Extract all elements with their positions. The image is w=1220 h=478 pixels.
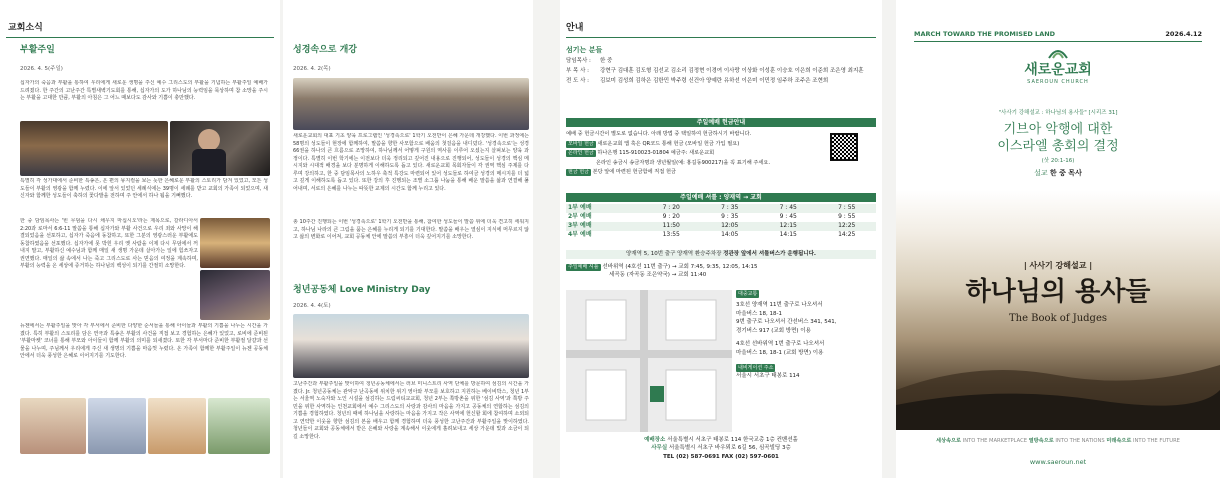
shuttle-row [566, 204, 876, 213]
preacher-label: 설교 [1034, 169, 1048, 177]
series-label: | 사사기 강해설교 | [1023, 261, 1093, 270]
footer-text: 서울특별시 서초구 바우뫼로 6길 56, 심곡빌딩 3층 [668, 445, 791, 452]
footer-text: 서울특별시 서초구 태봉로 114 한국교총 1층 컨벤션홀 [667, 437, 798, 443]
offering-row [566, 141, 828, 149]
mission-ko: 열방속으로 [1028, 438, 1054, 444]
sermon-title [896, 122, 1220, 156]
transit-line: 3호선 양재역 11번 출구로 나오셔서 [736, 301, 823, 308]
mission-ko: 미래속으로 [1106, 438, 1132, 444]
article-body: 고난주간과 부활주일을 맞이하여 청년공동체에서는 러브 미니스트리 사역 단체를 방문하여 섬김의 시간을 가졌다. Jr. 청년공동체는 관악구 난곡동에 위치한 위기 영아와 부모를 보호하고 지원하는 베이비박스, 청년 1부는 서울역 노숙자와 노인 시설을 섬김하는 드림씨티교교회, 청년 2부는 쪽방촌을 위한 '섬김 사역'과 쪽방 주민을 위한 사역하는 인천교회에서 예수 그리스도의 사랑과 감사의 마음을 가지고 공동체의 연합하는 섬김의 기쁨을 경험하였다. 청년의 때에 하나님을 사랑하는 마음을 가지고 작은 사역에 헌신할 회에 참여하며 소외되고 연약한 이웃을 향한 섬김의 본을 배우고 함께 경험하며 더욱 풍성한 고난주간과 부활주일을 맞이하였다. 청년들이 교회와 공동체에서 받은 은혜와 사랑을 계속해서 이웃에게 흘려보내고 세상 가운데 빛과 소금이 되길 소망한다. [293, 381, 529, 440]
server-row [566, 78, 866, 86]
preacher-name: 한 중 목사 [1049, 169, 1082, 177]
server-role: 담임목사 : [566, 58, 591, 64]
photo-preacher [170, 121, 270, 176]
transit-line: 9번 출구로 나오셔서 간선버스 341, 541, [736, 319, 837, 326]
shuttle-time: 9 : 20 [662, 213, 680, 221]
church-name: 새로운교회 [1024, 62, 1092, 79]
servers-title: 섬기는 분들 [566, 46, 603, 54]
offering-row [566, 169, 828, 177]
offering-tag: 현금 헌금 [568, 169, 589, 176]
transit-info [736, 290, 876, 381]
server-row [566, 58, 866, 66]
shuttle-time: 7 : 20 [642, 204, 701, 213]
weekday-shuttle [566, 264, 876, 280]
mission-line [896, 438, 1220, 446]
shuttle-time: 9 : 45 [779, 213, 797, 221]
offering-info [566, 131, 828, 177]
mission-en: INTO THE NATIONS [1053, 438, 1107, 444]
transit-list [736, 301, 876, 358]
location-map[interactable] [566, 290, 732, 432]
nav-tag: 내비게이션 주소 [738, 364, 774, 371]
shuttle-note-text: 양재역 5, 10번 출구 양재역 환승주차장 [626, 251, 724, 257]
photo-kids-2 [88, 398, 146, 454]
photo-kids-1 [20, 398, 86, 454]
weekday-tag: 주일예배 셔틀 [568, 264, 599, 270]
weekday-line: 선바위역 (4호선 11번 출구) → 교회 7:45, 9:35, 12:05, 14:15 [602, 264, 758, 270]
shuttle-time: 13:55 [662, 231, 680, 239]
mission-ko: 세상속으로 [936, 438, 962, 444]
map-road [640, 290, 648, 432]
map-block [666, 300, 716, 340]
qr-code-icon[interactable] [830, 133, 858, 161]
offering-note: 예배 중 헌금시간이 별도로 없습니다. 아래 방법 중 택일하여 헌금하시기 바랍니다. [566, 131, 752, 137]
map-block [666, 370, 716, 420]
cover-tagline: MARCH TOWARD THE PROMISED LAND [914, 30, 1056, 38]
shuttle-time: 14:15 [779, 231, 797, 239]
divider [566, 37, 876, 38]
photo-stage [200, 270, 270, 320]
shuttle-row [566, 231, 876, 240]
cover-date: 2026.4.12 [1165, 30, 1202, 38]
transit-line: 경기버스 917 (교회 방면) 이용 [736, 328, 811, 335]
preacher [896, 168, 1220, 178]
server-role: 부 목 사 : [566, 67, 590, 74]
shuttle-note-bold: 정관장 앞에서 셔틀버스가 운행됩니다. [723, 251, 816, 257]
article-title: 부활주일 [20, 45, 55, 55]
photo-kids-4 [208, 398, 270, 454]
shuttle-service-label: 4부 예배 [568, 231, 592, 239]
church-logo-icon [1047, 46, 1069, 60]
offering-row [566, 150, 828, 158]
sermon-title-line: 기브아 악행에 대한 [1003, 122, 1113, 137]
shuttle-time: 7 : 45 [759, 204, 818, 213]
photo-figure-body [192, 149, 226, 176]
article-title: 청년공동체 Love Ministry Day [293, 285, 431, 295]
cover-title-en: The Book of Judges [1008, 313, 1108, 324]
weekday-line: 세곡동 (자곡동 조은약국) → 교회 11:40 [609, 271, 707, 278]
news-panel-2 [283, 0, 533, 478]
church-marker-icon [650, 386, 664, 402]
info-panel [560, 0, 882, 478]
shuttle-time: 14:05 [721, 231, 739, 239]
church-logo [896, 46, 1220, 86]
server-names: 한 중 [600, 58, 613, 64]
offering-text: 새로운교회 앱 혹은 QR코드 통해 헌금 (모바일 헌금 가입 필요) [597, 140, 740, 147]
photo-youth [293, 314, 529, 378]
footer-info [560, 436, 882, 461]
offering-row [566, 160, 828, 168]
sermon-series: "사사기 강해설교 : 하나님의 용사들" [시리즈 31] [998, 110, 1118, 116]
server-role: 전 도 사 : [566, 77, 590, 84]
website-link[interactable]: www.saeroun.net [1029, 458, 1087, 466]
transit-tag: 대중교통 [738, 291, 758, 297]
section-title: 교회소식 [8, 23, 43, 33]
cover-artwork [896, 190, 1220, 430]
map-block [586, 370, 626, 420]
sermon-title-line: 이스라엘 총회의 결정 [997, 138, 1119, 154]
footer-tag: 예배장소 [644, 437, 666, 443]
shuttle-time: 7 : 35 [700, 204, 759, 213]
church-name-en: SAEROUN CHURCH [1027, 78, 1089, 85]
article-date: 2026. 4. 2(목) [293, 66, 331, 72]
shuttle-service-label: 3부 예배 [566, 222, 642, 231]
shuttle-header: 주일예배 셔틀 : 양재역 → 교회 [566, 193, 876, 202]
photo-figure [198, 129, 220, 151]
article-body: 총 10주간 진행되는 이번 '성경속으로' 1학기 오전반을 통해, 참여한 성도들이 말씀 위에 더욱 견고히 세워지고, 하나님 나라의 큰 그림을 품는 은혜를 누리게 되기를 기대한다. 말씀을 배우는 열심이 지식에 머무르지 않고 삶의 변화로 이어져, 교회 공동체 안에 말씀의 부흥이 더욱 깊어지기를 소망한다. [293, 219, 529, 240]
article-date: 2026. 4. 4(토) [293, 303, 331, 309]
servers-list [566, 58, 866, 86]
mission-en: INTO THE MARKETPLACE [961, 438, 1029, 444]
shuttle-time: 12:25 [817, 222, 876, 231]
photo-kids-3 [148, 398, 206, 454]
shuttle-row [566, 213, 876, 222]
article-body: 한 중 담임목사는 '빈 무덤을 다시 채우지 마십시오'라는 제목으로, 갈라디아서 2:20과 로마서 6:6-11 말씀을 통해 십자가와 부활 사건으로 우리 죄와 사망이 해결되었음을 선포하고, 십자가 죽음에 동참하고, 또한 그분의 영광스러운 부활에도 동참하였음을 선포했다. 십자가에 못 박힌 우리 옛 사람을 이제 다시 무덤에서 꺼내지 말고, 부활하신 예수님과 함께 매일 새 생명 가운데 살아가는 일에 힘쓰자고 권면했다. 매일의 삶 속에서 나는 죽고 그리스도로 사는 믿음의 여정을 계속하며, 부활의 능력을 온 세상에 증거하는 하나님의 백성이 되기를 간절히 소망한다. [20, 218, 198, 269]
section-title: 안내 [566, 23, 584, 33]
server-names: 김보미 김성희 김하은 김한민 박주령 신건아 양예란 유하선 이은미 이민정 임주하 조주은 조현희 [600, 77, 829, 84]
transit-line: 마을버스 18, 18-1 (교회 방면) 이용 [736, 349, 824, 356]
photo-class [293, 78, 529, 130]
shuttle-row [566, 222, 876, 231]
article-body: 십자가의 죽음과 부활을 통하여 우리에게 새로운 생명을 주신 예수 그리스도의 부활을 기념하는 부활주일 예배가 드려졌다. 한 주간의 고난주간 특별새벽기도회를 통해, 십자가의 도가 하나님의 능력임을 묵상하며 참 소망을 주시는 부활을 고대한 만큼, 부활의 아침은 그 어느 때보다도 감사와 기쁨이 충만했다. [20, 80, 268, 101]
mission-en: INTO THE FUTURE [1131, 438, 1180, 444]
article-body: 뉴젠에서는 부활주일을 맞아 각 부서에서 준비한 다양한 순서들을 통해 아이들과 부활의 기쁨을 나누는 시간을 가졌다. 특히 부활의 스토리를 담은 연극과 특송은 부활의 사건을 직접 보고 경험하는 은혜가 있었고, 로비에 준비된 '부활마켓' 코너를 통해 부모와 아이들이 함께 부활의 의미를 되새겼다. 또한 각 부서마다 준비한 부활절 달걀과 선물을 나누며, 주님께서 우리에게 주신 새 생명의 기쁨을 마음껏 누렸다. 온 가족이 함께한 부활주일이 뉴젠 공동체 안에서 더욱 풍성한 은혜로 이어지기를 기도한다. [20, 323, 268, 359]
shuttle-time: 9 : 35 [721, 213, 739, 221]
offering-tag: 모바일 헌금 [568, 140, 594, 147]
offering-text: 온라인 송금시 송금자명과 생년월일(예: 홍길동900217)을 꼭 표기해 주세요. [596, 159, 771, 166]
photo-choir [20, 121, 168, 176]
article-title: 성경속으로 개강 [293, 45, 357, 55]
cover-title: 하나님의 용사들 [965, 277, 1151, 307]
nav-address: 서울시 서초구 태봉로 114 [736, 373, 800, 380]
offering-tag: 온라인 헌금 [568, 150, 594, 157]
divider [6, 37, 274, 38]
shuttle-time: 14:25 [838, 231, 856, 239]
shuttle-time: 11:50 [642, 222, 701, 231]
footer-contact: TEL (02) 587-0691 FAX (02) 597-0601 [663, 453, 779, 460]
sermon-ref: (삿 20:1-16) [1041, 158, 1075, 164]
offering-text: 하나은행 115-910023-01804 예금주: 새로운교회 [597, 150, 715, 157]
article-date: 2026. 4. 5(주일) [20, 66, 63, 72]
shuttle-service-label: 2부 예배 [568, 213, 592, 221]
map-block [586, 300, 626, 340]
transit-line: 4호선 선바위역 1번 출구로 나오셔서 [736, 340, 825, 347]
shuttle-time: 7 : 55 [817, 204, 876, 213]
server-names: 강현구 김대훈 김도형 김선교 김소리 김정현 이경여 이사랑 이상화 이성훈 이승호 이은희 이준희 조은영 최지훈 [600, 67, 864, 74]
cover-panel [896, 0, 1220, 478]
map-road [566, 350, 732, 358]
shuttle-service-label: 1부 예배 [566, 204, 642, 213]
offering-text: 본당 앞에 마련된 헌금함에 직접 헌금 [592, 169, 676, 176]
divider [914, 41, 1202, 42]
transit-line: 마을버스 18, 18-1 [736, 310, 782, 317]
server-row [566, 68, 866, 76]
shuttle-time: 9 : 55 [838, 213, 856, 221]
article-body: 특별히 각 성가대에서 준비한 특송은, 온 편의 뮤지컬을 보는 듯한 은혜로운 부활의 스토리가 담겨 있었고, 모든 성도들이 부활의 영광을 함께 누렸다. 이에 앞서 있었던 세례식에는 39명이 세례를 받고 교회의 가족이 되었으며, 새신자와 함께한 성도들이 축하의 꽃다발을 전하며 주 안에서 하나 됨을 기뻐했다. [20, 178, 268, 199]
shuttle-table [566, 204, 876, 240]
photo-worship [200, 218, 270, 268]
footer-tag: 사무실 [651, 445, 668, 452]
news-panel [0, 0, 280, 478]
shuttle-note [566, 250, 876, 259]
shuttle-time: 12:15 [759, 222, 818, 231]
shuttle-time: 12:05 [700, 222, 759, 231]
offering-header: 주일예배 헌금안내 [566, 118, 876, 127]
article-body: 새로운교회의 대표 기초 양육 프로그램인 '성경속으로' 1학기 오전반이 은혜 가운데 개강했다. 이번 과정에는 58명의 성도들이 현장에 함께하여, 말씀을 향한 사모함으로 배움의 첫걸음을 내디뎠다. '성경속으로'는 성경 66권을 하나의 큰 흐름으로 조망하여, 하나님께서 어떻게 구원의 역사를 이루어 오셨는지 살펴보는 양육 과정이다. 특별히 이번 학기에는 이전보다 더욱 정리되고 깊어진 내용으로 진행되어, 성도들이 성경의 핵심 메시지와 시대적 배경을 보다 분명하게 이해하도록 돕고 있다. 새로운교회 목회자들이 각 권역 핵심 주제를 다루며 강의하고, 한 중 담임목사의 노하우 축적 특강도 마련되어 있어 성도들로 하여금 성경의 메시지를 더 넓고 깊게 이해하도록 돕고 있다. 또한 강의 후 진행되는 조별 소그룹 나눔을 통해 배운 말씀을 삶과 연결해 풀어내며, 서로의 은혜를 나누는 따뜻한 교제의 시간도 함께 누리고 있다. [293, 133, 529, 192]
